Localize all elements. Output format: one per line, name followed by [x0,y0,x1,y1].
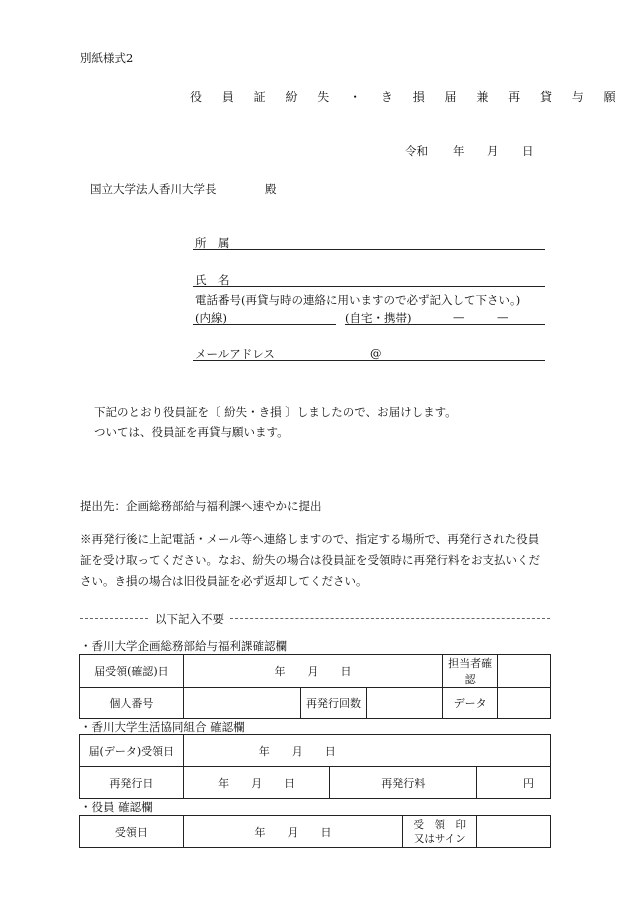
name-label: 氏 名 [195,273,230,287]
data-value[interactable] [498,688,551,719]
phone-note: 電話番号(再貸与時の連絡に用いますので必ず記入して下さい。) [195,293,521,307]
email-at: @ [370,346,382,360]
body-line-2: ついては、役員証を再貸与願います。 [94,425,289,439]
data-label: データ [443,688,498,719]
person-check-value[interactable] [498,655,551,688]
data-receipt-date-value[interactable]: 年 月 日 [183,735,550,767]
reissue-fee-label: 再発行料 [330,767,477,799]
body-line-1: 下記のとおり役員証を〔 紛失・き損 〕しましたので、お届けします。 [94,405,457,419]
email-label: メールアドレス [195,347,275,361]
affiliation-line[interactable] [193,249,545,250]
form-id: 別紙様式2 [80,51,134,65]
seal-label [403,816,477,848]
reissue-count-value[interactable] [367,688,443,719]
section1-table [79,654,551,719]
receipt-date-value-3[interactable]: 年 月 日 [183,816,403,848]
divider-right [230,618,550,619]
reissue-count-label: 再発行回数 [300,688,367,719]
person-check-label: 担当者確認 [443,655,498,688]
seal-label-line2: 又はサイン [413,832,466,845]
seal-label-line1: 受 領 印 [413,818,466,831]
section3-title: ・役員 確認欄 [80,800,153,814]
data-receipt-date-label: 届(データ)受領日 [80,735,184,767]
date-era: 令和 [405,144,428,158]
divider-left [80,618,148,619]
divider-label: 以下記入不要 [155,612,224,626]
reissue-date-value[interactable]: 年 月 日 [183,767,330,799]
note-text: ※再発行後に上記電話・メール等へ連絡しますので、指定する場所で、再発行された役員証を受け取ってください。なお、紛失の場合は役員証を受領時に再発行料をお支払いください。き損の場合は旧役員証を必ず返却してください。 [80,532,540,588]
receipt-date-label-3: 受領日 [80,816,184,848]
personal-number-value[interactable] [183,688,300,719]
section2-table [79,734,551,799]
addressee-name: 国立大学法人香川大学長 [90,182,217,196]
home-mobile-line[interactable] [345,324,545,325]
reissue-fee-value[interactable]: 円 [477,767,551,799]
receipt-date-label: 届受領(確認)日 [80,655,184,688]
submit-to: 提出先：企画総務部給与福利課へ速やかに提出 [80,499,322,513]
seal-value[interactable] [477,816,551,848]
personal-number-label: 個人番号 [80,688,184,719]
reissue-date-label: 再発行日 [80,767,184,799]
section2-title: ・香川大学生活協同組合 確認欄 [80,720,245,734]
phone-dash-2: — [497,310,509,324]
date-day: 日 [522,144,534,158]
section3-table [79,815,551,848]
date-month: 月 [487,144,499,158]
extension-line[interactable] [193,324,336,325]
affiliation-label: 所 属 [195,236,230,250]
receipt-date-value[interactable]: 年 月 日 [183,655,442,688]
extension-label: (内線) [195,311,227,325]
phone-dash-1: — [453,310,465,324]
home-mobile-label: (自宅・携帯) [345,311,412,325]
page-title: 役 員 証 紛 失 ・ き 損 届 兼 再 貸 与 願 [190,90,624,104]
section1-title: ・香川大学企画総務部給与福利課確認欄 [80,639,287,653]
email-line[interactable] [193,360,545,361]
date-year: 年 [453,144,465,158]
addressee-honorific: 殿 [265,182,277,196]
name-line[interactable] [193,286,545,287]
